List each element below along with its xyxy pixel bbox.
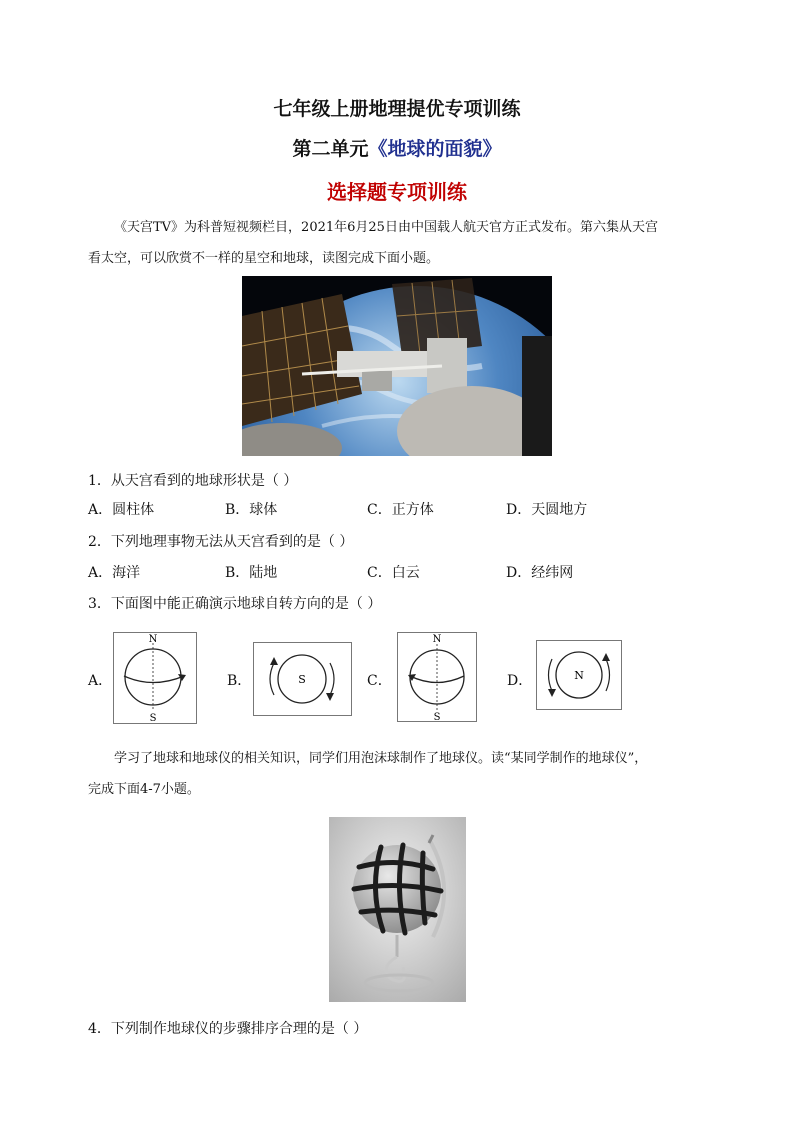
space-station-photo xyxy=(242,276,552,456)
intro-paragraph-1 xyxy=(88,212,708,274)
intro-2-line-1: 学习了地球和地球仪的相关知识，同学们用泡沫球制作了地球仪。读“某同学制作的地球仪”， xyxy=(114,751,648,766)
intro-1-line-1: 《天宫TV》为科普短视频栏目，2021年6月25日由中国载人航天官方正式发布。第六集从天宫 xyxy=(114,220,658,235)
figure-a-south: S xyxy=(149,713,157,723)
figure-a-north: N xyxy=(148,634,158,645)
q2-option-a: A．海洋 xyxy=(88,565,141,581)
q1-option-c: C．正方体 xyxy=(367,502,434,518)
question-1: 1．从天宫看到的地球形状是（ ） xyxy=(88,473,298,489)
question-3: 3．下面图中能正确演示地球自转方向的是（ ） xyxy=(88,596,382,612)
figure-d-letter: N xyxy=(574,669,584,682)
figure-c xyxy=(397,632,477,722)
figure-c-south: S xyxy=(433,712,441,721)
figure-a-label: A． xyxy=(88,673,113,689)
document-title: 七年级上册地理提优专项训练 xyxy=(273,98,521,120)
q2-option-b: B．陆地 xyxy=(225,565,278,581)
question-2: 2．下列地理事物无法从天宫看到的是（ ） xyxy=(88,534,354,550)
q1-option-b: B．球体 xyxy=(225,502,278,518)
figure-d-label: D． xyxy=(507,673,533,689)
figure-b-label: B． xyxy=(227,673,252,689)
intro-1-line-2: 看太空，可以欣赏不一样的星空和地球，读图完成下面小题。 xyxy=(88,251,440,266)
q1-option-a: A．圆柱体 xyxy=(88,502,155,518)
figure-c-label: C． xyxy=(367,673,392,689)
figure-a xyxy=(113,632,197,724)
q2-option-d: D．经纬网 xyxy=(506,565,574,581)
q1-option-d: D．天圆地方 xyxy=(506,502,588,518)
unit-name: 《地球的面貌》 xyxy=(368,138,502,160)
section-title: 选择题专项训练 xyxy=(327,180,467,204)
question-4: 4．下列制作地球仪的步骤排序合理的是（ ） xyxy=(88,1021,368,1037)
unit-prefix: 第二单元 xyxy=(292,138,369,160)
intro-paragraph-2 xyxy=(88,743,708,805)
globe-photo xyxy=(329,817,466,1002)
figure-d xyxy=(536,640,622,710)
intro-2-line-2: 完成下面4-7小题。 xyxy=(88,782,200,797)
q2-option-c: C．白云 xyxy=(367,565,420,581)
figure-c-north: N xyxy=(432,634,442,645)
unit-title xyxy=(0,134,794,161)
figure-b xyxy=(253,642,352,716)
figure-b-letter: S xyxy=(298,673,306,686)
